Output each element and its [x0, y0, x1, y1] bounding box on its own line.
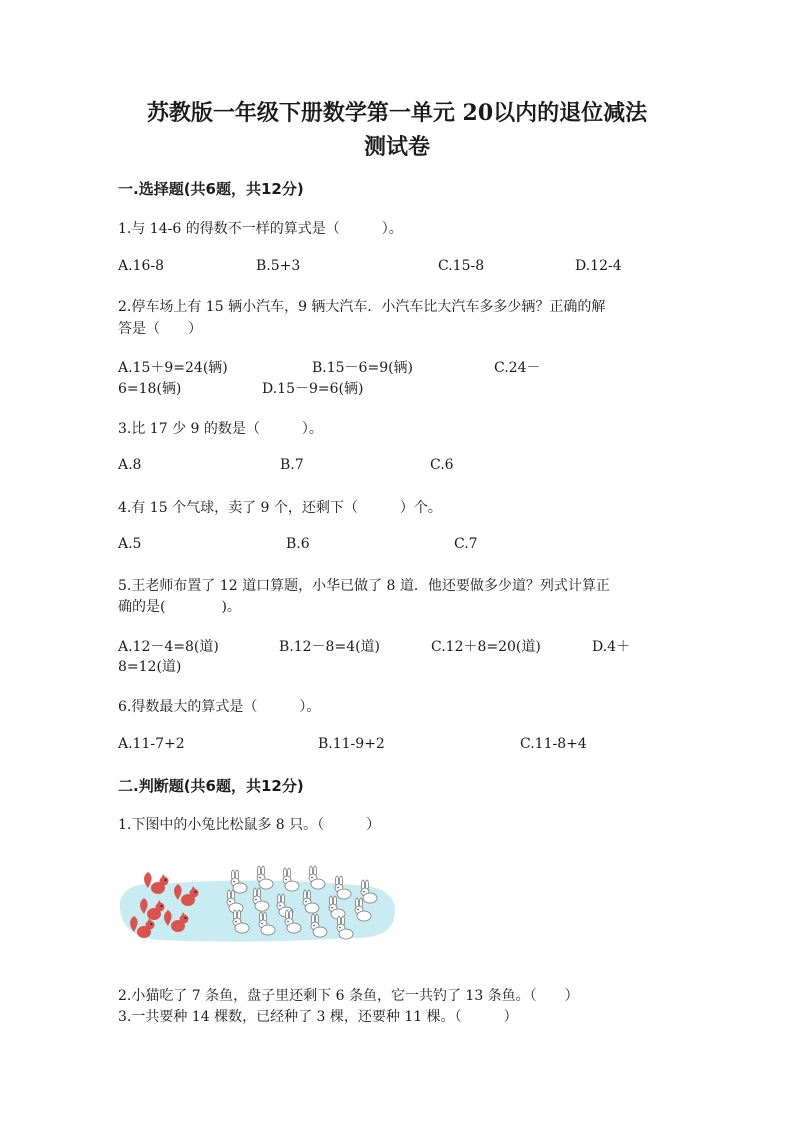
question-1-5-line-1: 5.王老师布置了 12 道口算题，小华已做了 8 道．他还要做多少道？列式计算正 — [118, 578, 610, 594]
q1-5-option-d: D.4＋ — [592, 639, 631, 655]
rabbit-icon — [257, 866, 273, 889]
q1-5-option-b: B.12－8=4(道) — [279, 639, 381, 655]
q1-2-option-b: B.15－6=9(辆) — [312, 360, 414, 376]
q1-1-option-b: B.5+3 — [256, 258, 301, 274]
q1-4-option-b: B.6 — [286, 536, 310, 552]
rabbits-squirrels-picture — [118, 862, 398, 946]
q1-6-option-a: A.11-7+2 — [118, 736, 185, 752]
q1-3-option-c: C.6 — [430, 457, 454, 473]
q1-5-option-c: C.12＋8=20(道) — [431, 639, 541, 655]
question-1-5-line-2: 确的是( )。 — [118, 599, 241, 615]
q1-2-option-d: D.15－9=6(辆) — [262, 381, 364, 397]
question-1-4: 4.有 15 个气球，卖了 9 个，还剩下（ ）个。 — [118, 500, 442, 516]
section-1-heading: 一.选择题(共6题，共12分) — [118, 180, 304, 198]
q1-4-option-a: A.5 — [118, 536, 142, 552]
section-2-heading: 二.判断题(共6题，共12分) — [118, 777, 304, 795]
rabbit-icon — [309, 866, 325, 889]
q1-6-option-c: C.11-8+4 — [520, 736, 587, 752]
question-1-3: 3.比 17 少 9 的数是（ ）。 — [118, 421, 323, 437]
page-title-line-1: 苏教版一年级下册数学第一单元 20以内的退位减法 — [146, 100, 648, 126]
question-1-2-line-2: 答是（ ） — [118, 321, 202, 337]
q1-2-option-c: C.24－ — [494, 360, 541, 376]
q1-1-option-d: D.12-4 — [575, 258, 622, 274]
page-title-line-2: 测试卷 — [363, 134, 430, 160]
q1-5-option-a: A.12－4=8(道) — [118, 639, 219, 655]
q1-1-option-c: C.15-8 — [438, 258, 485, 274]
q1-5-option-d-cont: 8=12(道) — [118, 659, 182, 675]
question-1-6: 6.得数最大的算式是（ ）。 — [118, 699, 321, 715]
q1-2-option-a: A.15＋9=24(辆) — [118, 360, 228, 376]
q1-3-option-b: B.7 — [280, 457, 304, 473]
q1-6-option-b: B.11-9+2 — [318, 736, 385, 752]
question-1-2-line-1: 2.停车场上有 15 辆小汽车，9 辆大汽车．小汽车比大汽车多多少辆？正确的解 — [118, 299, 606, 315]
q1-2-option-c-cont: 6=18(辆) — [118, 381, 182, 397]
q1-3-option-a: A.8 — [118, 457, 142, 473]
q1-4-option-c: C.7 — [454, 536, 478, 552]
question-2-2: 2.小猫吃了 7 条鱼，盘子里还剩下 6 条鱼，它一共钓了 13 条鱼。（ ） — [118, 988, 579, 1004]
rabbit-icon — [283, 868, 299, 891]
q1-1-option-a: A.16-8 — [118, 258, 165, 274]
question-1-1: 1.与 14-6 的得数不一样的算式是（ ）。 — [118, 221, 403, 237]
question-2-3: 3.一共要种 14 棵数，已经种了 3 棵，还要种 11 棵。（ ） — [118, 1009, 518, 1025]
question-2-1: 1.下图中的小兔比松鼠多 8 只。（ ） — [118, 817, 381, 833]
